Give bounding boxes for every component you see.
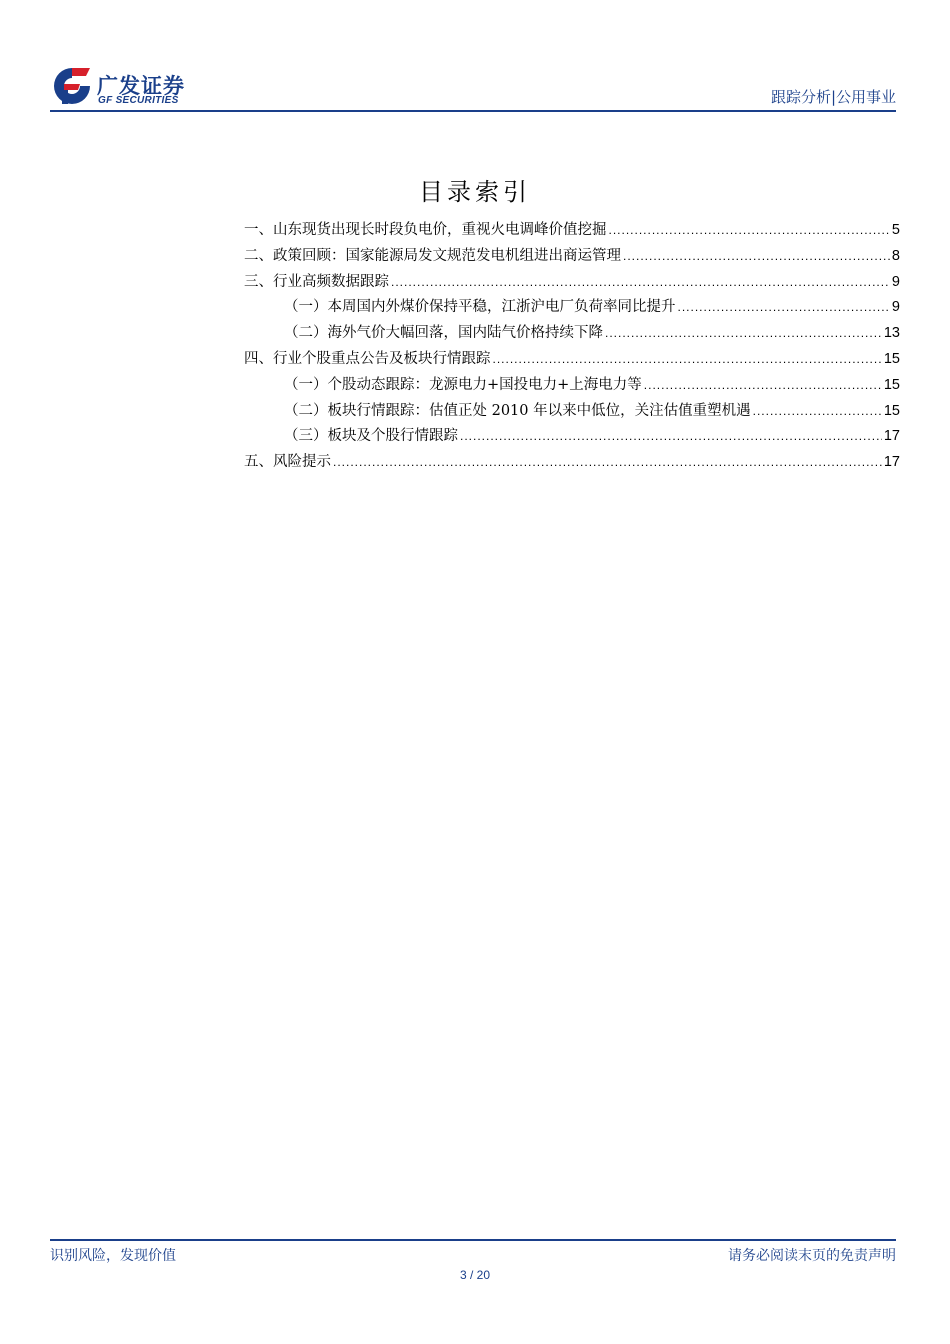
header-divider [50,110,896,112]
toc-entry-3-1[interactable] [244,295,900,321]
toc-leader-dots [493,352,882,366]
footer-divider [50,1239,896,1241]
toc-entry-page: 13 [883,325,900,342]
toc-leader-dots [391,275,890,289]
gf-logo-icon [50,64,94,108]
toc-entry-label: （一）本周国内外煤价保持平稳，江浙沪电厂负荷率同比提升 [284,299,676,316]
toc-entry-4-1[interactable] [244,373,900,399]
page-number: 3 / 20 [459,1268,491,1282]
toc-entry-page: 8 [891,247,900,264]
toc-entry-label: 五、风险提示 [244,454,331,471]
page-header [50,60,896,110]
toc-entry-page: 17 [883,454,900,471]
logo-english-name: GF SECURITIES [98,95,179,106]
toc-entry-label: 四、行业个股重点公告及板块行情跟踪 [244,350,491,367]
toc-entry-5[interactable] [244,450,900,476]
toc-entry-label: （三）板块及个股行情跟踪 [284,428,458,445]
toc-leader-dots [609,223,890,237]
toc-entry-4-2[interactable] [244,399,900,425]
footer-slogan: 识别风险，发现价值 [50,1248,176,1264]
logo-chinese-name: 广发证券 [97,74,185,98]
toc-entry-page: 9 [891,299,900,316]
toc-leader-dots [623,249,890,263]
toc-entry-page: 17 [883,428,900,445]
toc-entry-page: 9 [891,273,900,290]
toc-entry-label: 三、行业高频数据跟踪 [244,273,389,290]
toc-entry-label: 一、山东现货出现长时段负电价，重视火电调峰价值挖掘 [244,222,607,238]
toc-entry-page: 15 [883,402,900,419]
toc-leader-dots [644,378,882,392]
toc-entry-page: 5 [891,222,900,238]
footer-disclaimer-note: 请务必阅读末页的免责声明 [728,1248,896,1264]
toc-entry-page: 15 [883,376,900,393]
toc-entry-4-3[interactable] [244,424,900,450]
gf-securities-logo [50,64,200,108]
toc-entry-1[interactable] [244,218,900,244]
toc-leader-dots [605,326,882,340]
toc-entry-label: 二、政策回顾：国家能源局发文规范发电机组进出商运管理 [244,247,621,264]
toc-entry-label: （二）海外气价大幅回落，国内陆气价格持续下降 [284,325,603,342]
toc-entry-2[interactable] [244,244,900,270]
toc-leader-dots [753,404,882,418]
toc-title: 目录索引 [419,178,531,206]
toc-leader-dots [460,429,882,443]
table-of-contents [244,218,900,476]
toc-entry-page: 15 [883,350,900,367]
toc-leader-dots [678,300,890,314]
toc-entry-3-2[interactable] [244,321,900,347]
toc-entry-3[interactable] [244,270,900,296]
toc-entry-label: （一）个股动态跟踪：龙源电力+国投电力+上海电力等 [284,376,642,393]
toc-entry-label: （二）板块行情跟踪：估值正处 2010 年以来中低位，关注估值重塑机遇 [284,402,751,419]
toc-leader-dots [333,455,882,469]
toc-entry-4[interactable] [244,347,900,373]
report-type-label: 跟踪分析|公用事业 [770,88,896,106]
